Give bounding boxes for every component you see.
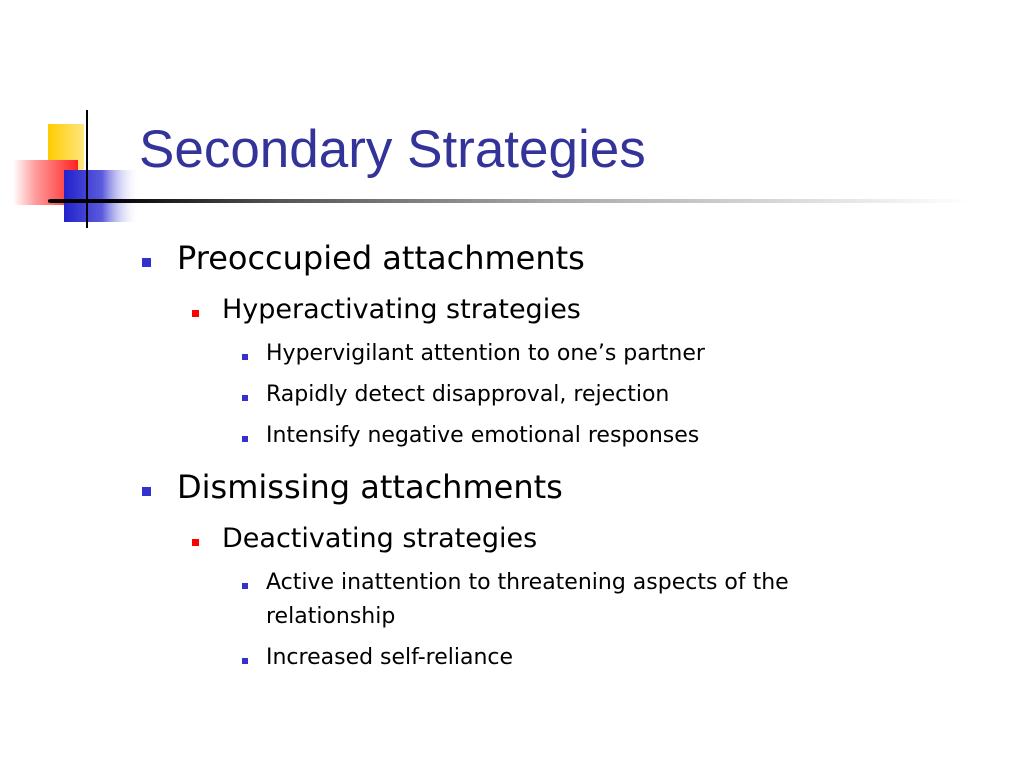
bullet-level2-deactivating: Deactivating strategies bbox=[222, 523, 538, 554]
bullet-square-icon bbox=[142, 258, 151, 267]
logo-blue-square bbox=[64, 170, 140, 222]
bullet-square-icon bbox=[242, 395, 248, 401]
bullet-level3-active-inattention: Active inattention to threatening aspects of the bbox=[266, 570, 789, 595]
bullet-level2-hyperactivating: Hyperactivating strategies bbox=[222, 294, 581, 325]
bullet-square-icon bbox=[242, 583, 248, 589]
bullet-level3-hypervigilant: Hypervigilant attention to one’s partner bbox=[266, 341, 705, 366]
title-underline bbox=[50, 199, 970, 203]
bullet-square-icon bbox=[192, 310, 199, 317]
bullet-level1-preoccupied: Preoccupied attachments bbox=[177, 239, 585, 277]
bullet-level3-rapidly-detect: Rapidly detect disapproval, rejection bbox=[266, 382, 670, 407]
bullet-level3-intensify: Intensify negative emotional responses bbox=[266, 423, 700, 448]
bullet-level3-self-reliance: Increased self-reliance bbox=[266, 645, 514, 670]
bullet-square-icon bbox=[242, 436, 248, 442]
bullet-square-icon bbox=[142, 487, 151, 496]
bullet-square-icon bbox=[242, 354, 248, 360]
bullet-square-icon bbox=[242, 658, 248, 664]
bullet-square-icon bbox=[192, 539, 199, 546]
bullet-level1-dismissing: Dismissing attachments bbox=[177, 468, 563, 506]
slide-logo-decoration bbox=[0, 0, 140, 240]
bullet-level3-active-inattention-continued: relationship bbox=[266, 604, 396, 629]
slide-title: Secondary Strategies bbox=[139, 120, 646, 179]
